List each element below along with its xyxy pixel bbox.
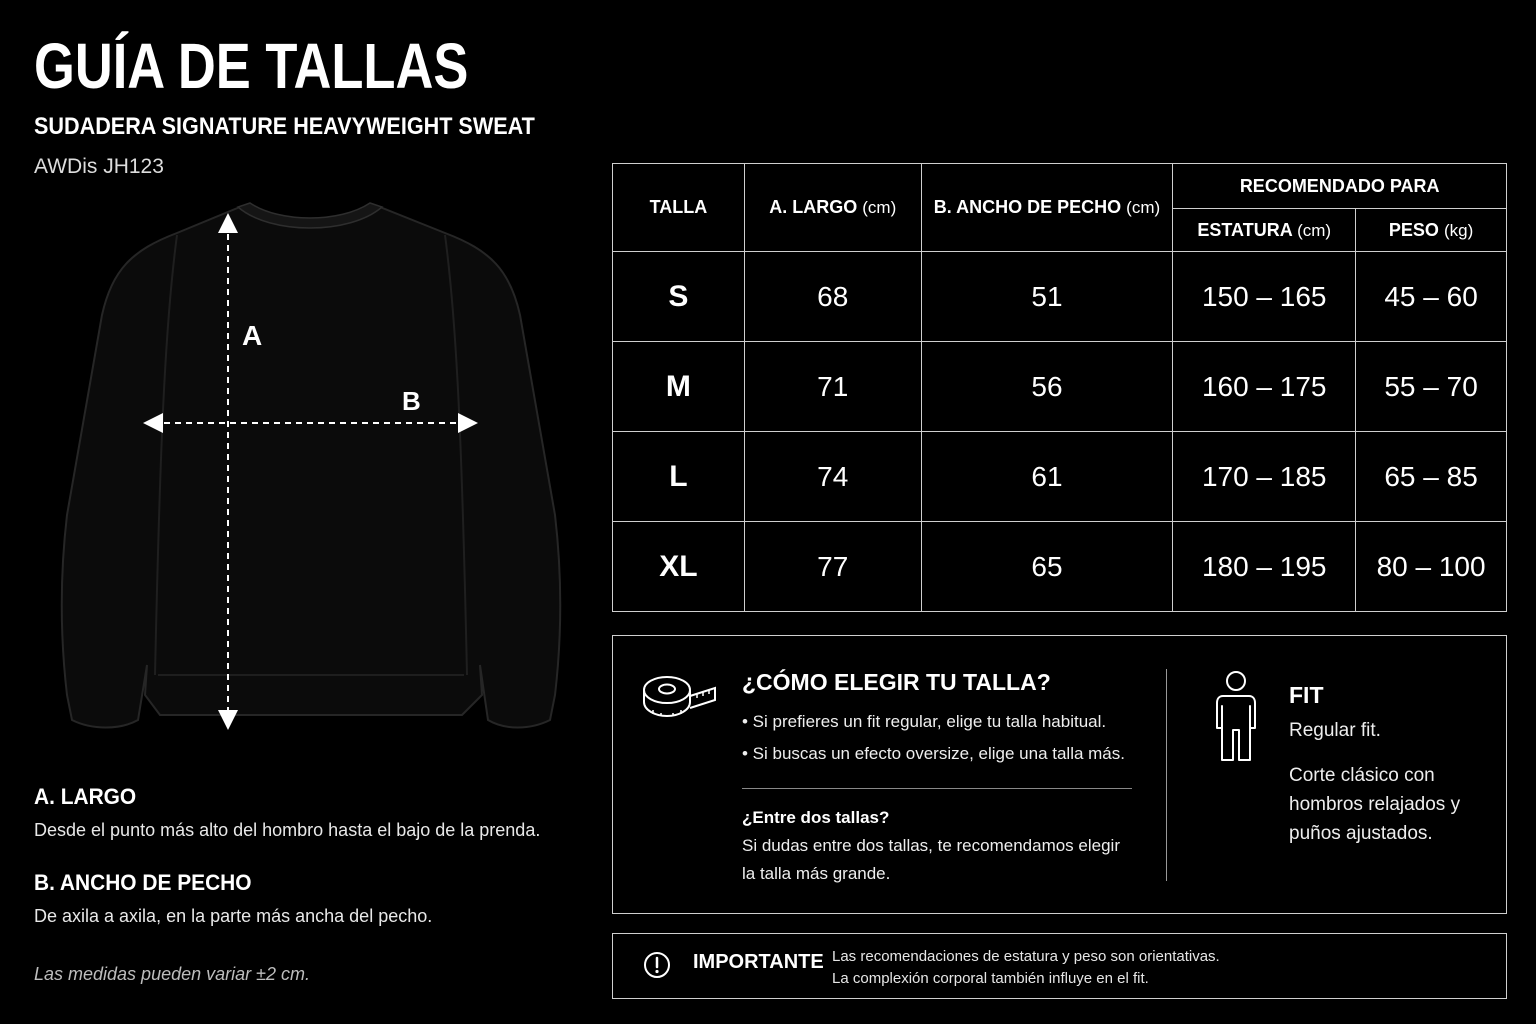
important-label: IMPORTANTE <box>693 951 824 973</box>
between-sizes-text: Si dudas entre dos tallas, te recomendamos elegir la talla más grande. <box>742 836 1120 883</box>
important-text <box>832 946 1220 990</box>
definition-length <box>34 784 540 841</box>
vertical-divider <box>1166 669 1167 881</box>
tip-oversize: • Si buscas un efecto oversize, elige una talla más. <box>742 744 1125 763</box>
header-length: A. LARGO (cm) <box>744 164 921 252</box>
table-row <box>613 432 1507 522</box>
cell-height: 170 – 185 <box>1173 432 1356 522</box>
page-title: GUÍA DE TALLAS <box>34 30 469 102</box>
cell-height: 180 – 195 <box>1173 522 1356 612</box>
cell-chest: 51 <box>921 252 1173 342</box>
table-row <box>613 342 1507 432</box>
definition-chest-title: B. ANCHO DE PECHO <box>34 870 252 895</box>
header-recommended: RECOMENDADO PARA <box>1173 164 1507 209</box>
table-row <box>613 522 1507 612</box>
cell-chest: 65 <box>921 522 1173 612</box>
divider <box>742 788 1132 789</box>
fit-subtitle: Regular fit. <box>1289 720 1381 741</box>
fit-description: Corte clásico con hombros relajados y puños ajustados. <box>1289 765 1461 844</box>
cell-length: 71 <box>744 342 921 432</box>
definition-chest <box>34 870 432 927</box>
between-sizes-title: ¿Entre dos tallas? <box>742 808 890 827</box>
sweatshirt-illustration <box>50 195 580 755</box>
how-to-choose-panel <box>612 635 1507 914</box>
label-a: A <box>242 320 263 351</box>
label-b: B <box>402 386 421 416</box>
header-weight: PESO (kg) <box>1356 209 1507 252</box>
tip-regular: • Si prefieres un fit regular, elige tu talla habitual. <box>742 712 1107 731</box>
cell-chest: 56 <box>921 342 1173 432</box>
measuring-tape-icon <box>641 670 719 724</box>
cell-chest: 61 <box>921 432 1173 522</box>
how-to-choose-title: ¿CÓMO ELEGIR TU TALLA? <box>742 669 1051 695</box>
cell-size: M <box>613 342 745 432</box>
fit-title: FIT <box>1289 682 1324 708</box>
definition-chest-text: De axila a axila, en la parte más ancha del pecho. <box>34 906 433 926</box>
header-chest: B. ANCHO DE PECHO (cm) <box>921 164 1173 252</box>
cell-length: 77 <box>744 522 921 612</box>
header-height: ESTATURA (cm) <box>1173 209 1356 252</box>
table-row <box>613 252 1507 342</box>
cell-weight: 45 – 60 <box>1356 252 1507 342</box>
exclamation-circle-icon <box>643 951 671 979</box>
cell-height: 160 – 175 <box>1173 342 1356 432</box>
product-name: SUDADERA SIGNATURE HEAVYWEIGHT SWEAT <box>34 113 535 140</box>
important-notice <box>612 933 1507 999</box>
cell-length: 74 <box>744 432 921 522</box>
person-icon <box>1215 670 1257 764</box>
cell-size: XL <box>613 522 745 612</box>
important-line-1: Las recomendaciones de estatura y peso son orientativas. <box>832 948 1220 965</box>
definition-length-title: A. LARGO <box>34 784 137 809</box>
important-line-2: La complexión corporal también influye en el fit. <box>832 970 1149 987</box>
cell-weight: 80 – 100 <box>1356 522 1507 612</box>
cell-size: L <box>613 432 745 522</box>
cell-length: 68 <box>744 252 921 342</box>
header-size: TALLA <box>613 164 745 252</box>
cell-height: 150 – 165 <box>1173 252 1356 342</box>
cell-weight: 55 – 70 <box>1356 342 1507 432</box>
cell-size: S <box>613 252 745 342</box>
definition-length-text: Desde el punto más alto del hombro hasta el bajo de la prenda. <box>34 820 541 840</box>
tolerance-note: Las medidas pueden variar ±2 cm. <box>34 964 311 984</box>
size-table <box>612 163 1507 612</box>
cell-weight: 65 – 85 <box>1356 432 1507 522</box>
product-model: AWDis JH123 <box>34 155 164 178</box>
